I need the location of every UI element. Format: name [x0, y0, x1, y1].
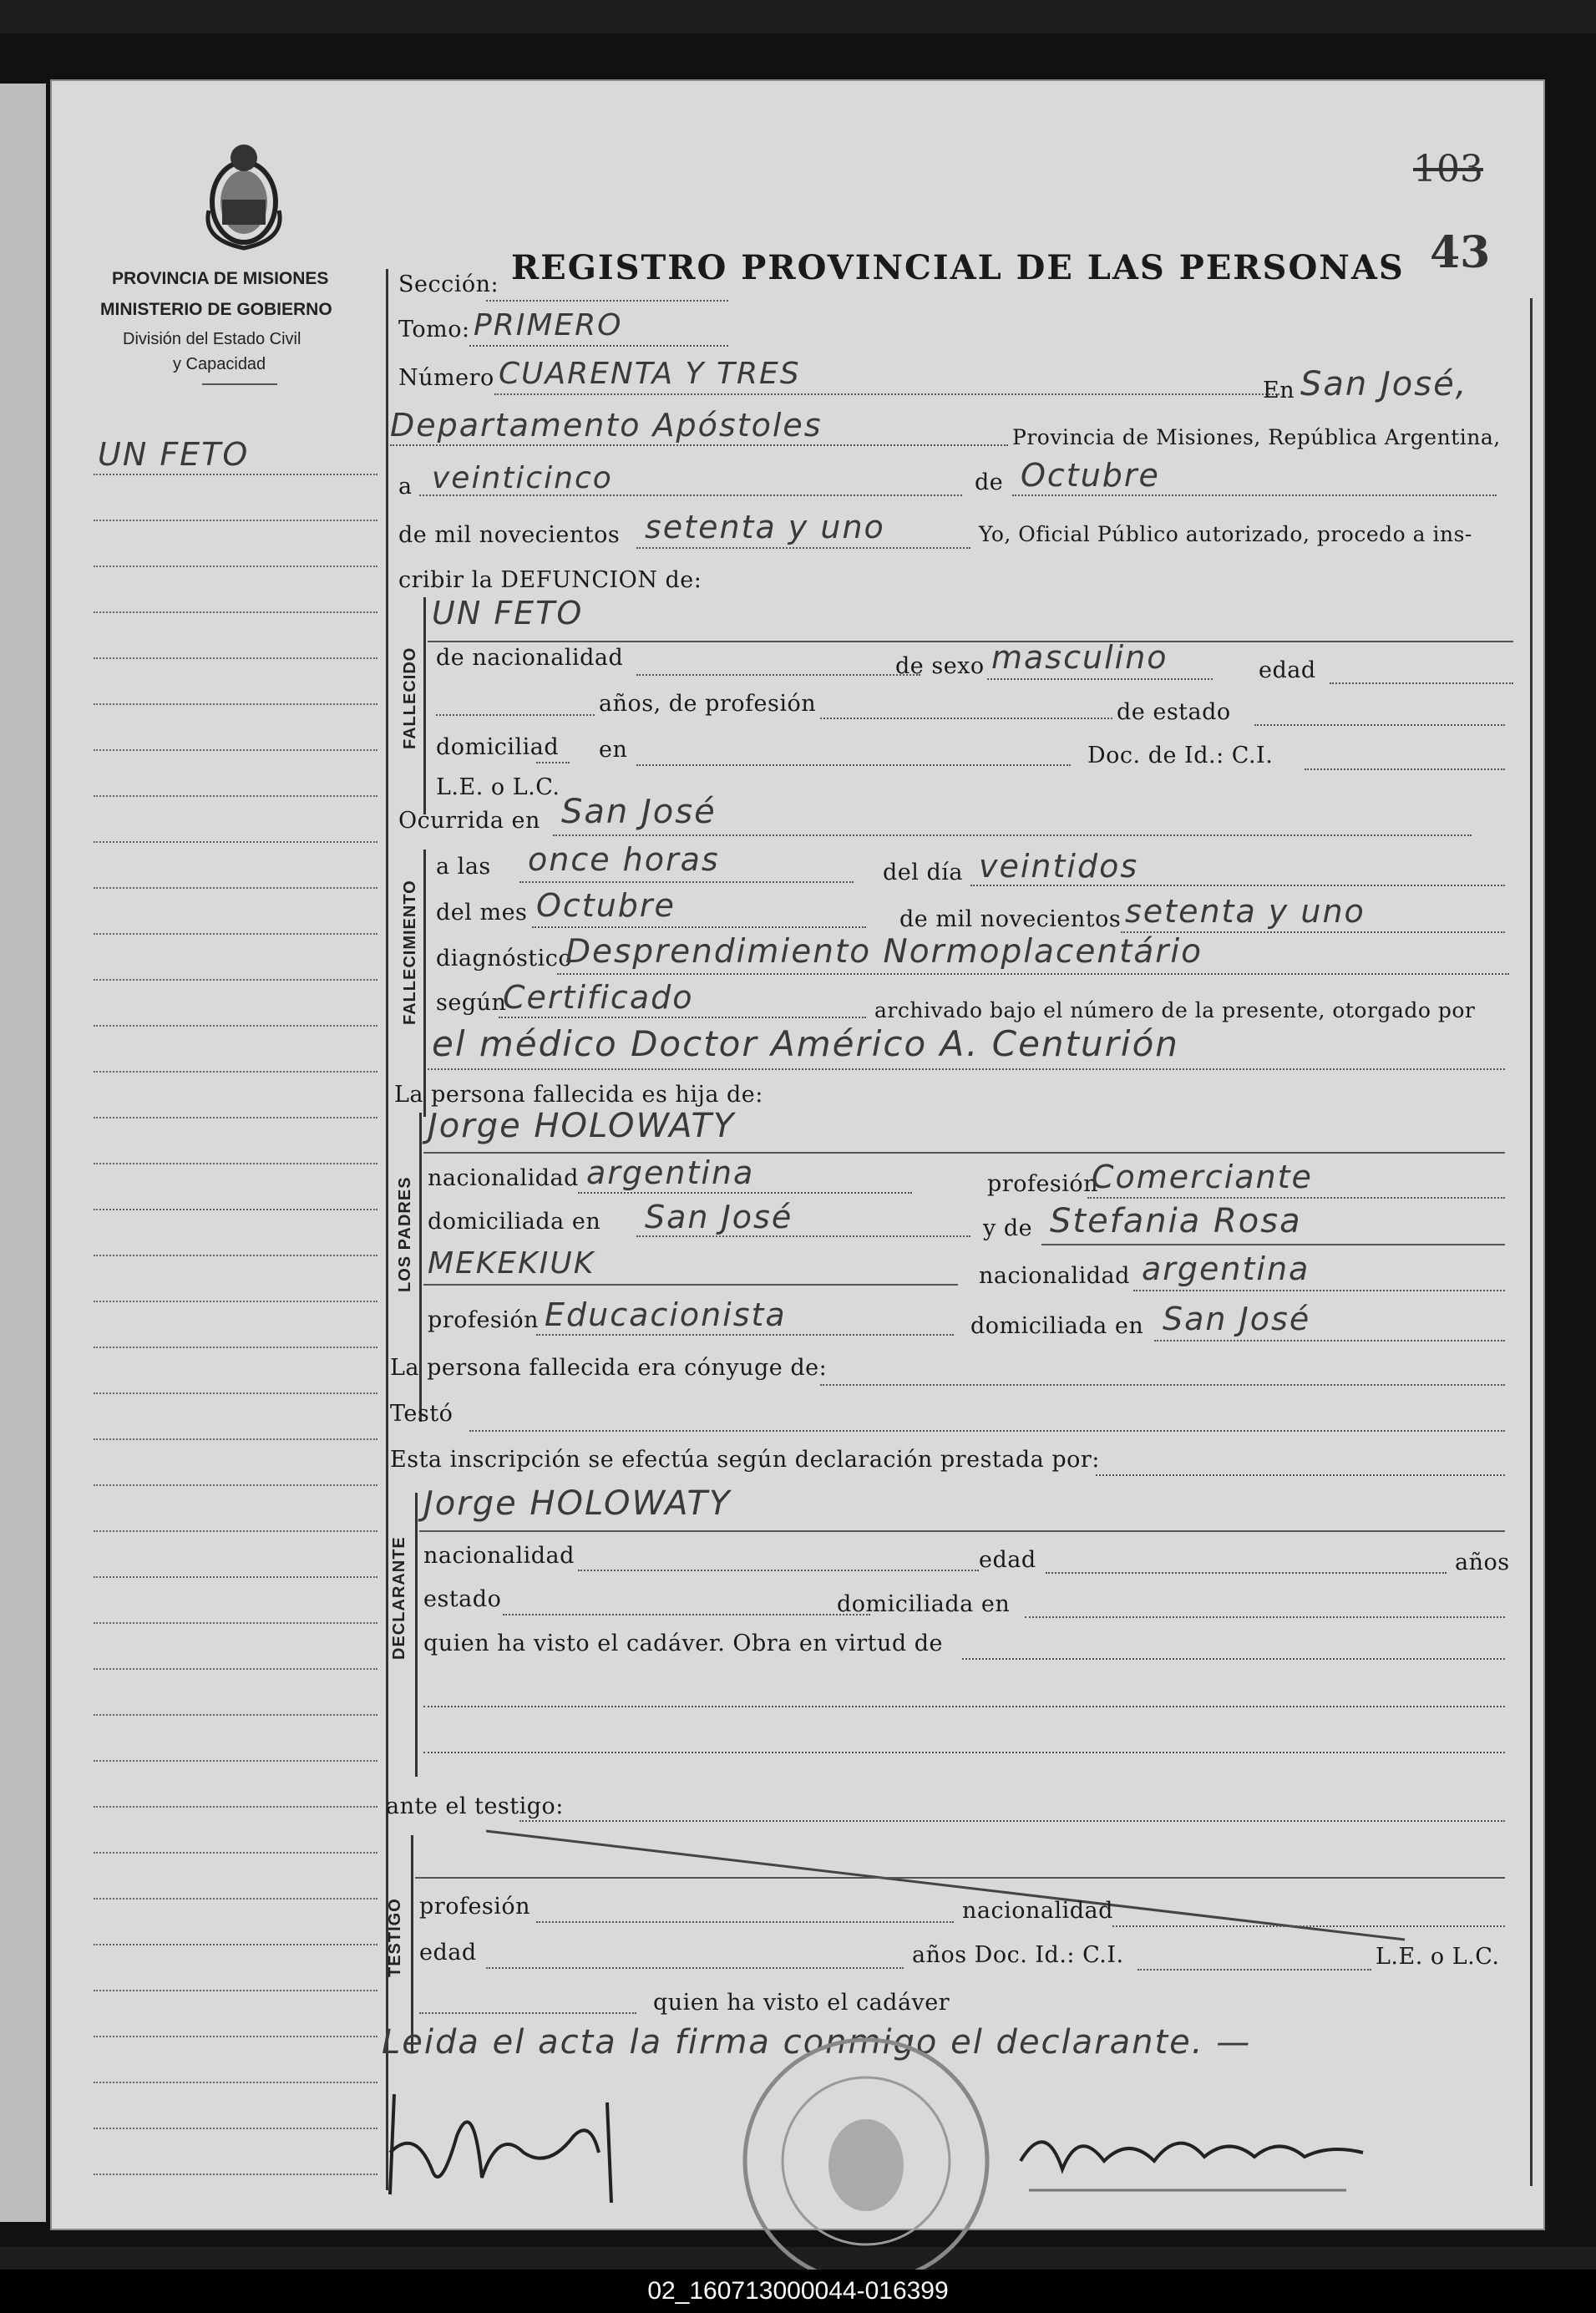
label-test-le-lc: L.E. o L.C.	[1376, 1944, 1500, 1970]
margin-rule	[94, 1301, 377, 1302]
value-en: San José,	[1300, 365, 1468, 403]
label-de-sexo: de sexo	[895, 653, 985, 679]
section-fallecido: FALLECIDO	[401, 647, 419, 749]
label-a: a	[398, 474, 413, 500]
margin-rule	[94, 1898, 377, 1900]
label-domiciliad: domiciliad	[436, 734, 560, 760]
margin-rule	[94, 1025, 377, 1027]
value-padre-dom: San José	[645, 1199, 793, 1235]
margin-rule	[94, 1668, 377, 1670]
value-declarante: Jorge HOLOWATY	[423, 1484, 732, 1523]
label-padre-domiciliada: domiciliada en	[428, 1209, 601, 1235]
label-test-edad: edad	[419, 1940, 477, 1966]
margin-rule	[94, 1852, 377, 1854]
margin-rule	[94, 2174, 377, 2175]
value-anio: setenta y uno	[645, 509, 885, 545]
margin-rule	[94, 1530, 377, 1532]
label-padre-nacionalidad: nacionalidad	[428, 1165, 579, 1191]
value-anio-fallec: setenta y uno	[1125, 893, 1365, 930]
margin-rule	[94, 1714, 377, 1716]
org-line-2: MINISTERIO DE GOBIERNO	[100, 300, 332, 319]
margin-rule	[94, 1484, 377, 1486]
margin-rule	[94, 1255, 377, 1256]
margin-rule	[94, 1117, 377, 1118]
official-stamp	[728, 2027, 1004, 2295]
value-segun: Certificado	[503, 979, 694, 1016]
value-mes: Octubre	[1021, 457, 1160, 494]
label-numero: Número	[398, 365, 494, 391]
label-cribir: cribir la DEFUNCION de:	[398, 567, 702, 593]
value-sexo: masculino	[991, 639, 1168, 676]
coat-of-arms-seal	[194, 131, 294, 256]
margin-rule	[94, 1760, 377, 1762]
value-padre: Jorge HOLOWATY	[428, 1107, 736, 1145]
value-departamento: Departamento Apóstoles	[390, 407, 823, 444]
page-number: 43	[1430, 227, 1491, 278]
label-del-dia: del día	[883, 860, 963, 885]
label-ocurrida-en: Ocurrida en	[398, 808, 540, 834]
margin-rule	[94, 1622, 377, 1624]
value-cierre: Leida el acta la firma conmigo el declarante. —	[382, 2023, 1252, 2062]
margin-rule	[94, 611, 377, 613]
margin-rule	[94, 933, 377, 935]
margin-rule	[94, 1347, 377, 1348]
margin-rule	[94, 1806, 377, 1808]
value-medico: el médico Doctor Américo A. Centurión	[432, 1023, 1179, 1064]
margin-rule	[94, 1438, 377, 1440]
label-padre-profesion: profesión	[987, 1171, 1099, 1197]
value-dia-fallec: veintidos	[979, 848, 1139, 885]
label-doc-id: Doc. de Id.: C.I.	[1087, 743, 1274, 768]
value-madre-nac: argentina	[1142, 1250, 1310, 1287]
label-y-de: y de	[983, 1215, 1033, 1241]
declarante-signature	[382, 2077, 666, 2219]
margin-rule	[94, 1071, 377, 1073]
left-page-edge	[0, 84, 46, 2222]
label-test-anos-doc: años Doc. Id.: C.I.	[912, 1942, 1124, 1968]
value-madre-prof: Educacionista	[545, 1296, 787, 1333]
label-madre-nacionalidad: nacionalidad	[979, 1263, 1130, 1289]
label-ante-testigo: ante el testigo:	[386, 1793, 564, 1819]
label-yo-oficial: Yo, Oficial Público autorizado, procedo a ins-	[979, 522, 1472, 546]
value-padre-prof: Comerciante	[1092, 1159, 1313, 1195]
section-fallecimiento: FALLECIMIENTO	[401, 880, 419, 1025]
value-dia: veinticinco	[432, 461, 613, 495]
value-mes-fallec: Octubre	[536, 887, 676, 924]
value-diagnostico: Desprendimiento Normoplacentário	[565, 933, 1203, 971]
label-de-mil-novecientos: de mil novecientos	[899, 906, 1122, 932]
margin-rule	[94, 2082, 377, 2083]
margin-rule	[94, 887, 377, 889]
label-testo: Testó	[390, 1401, 453, 1427]
margin-rule	[94, 657, 377, 659]
margin-rule	[94, 1392, 377, 1394]
value-numero: CUARENTA Y TRES	[499, 357, 801, 391]
margin-rule	[94, 2128, 377, 2129]
label-decl-domiciliada: domiciliada en	[837, 1591, 1011, 1617]
label-a-las: a las	[436, 854, 491, 880]
margin-rule	[94, 703, 377, 705]
label-provincia: Provincia de Misiones, República Argentina,	[1012, 425, 1501, 449]
value-madre1: Stefania Rosa	[1050, 1202, 1302, 1240]
page-title: REGISTRO PROVINCIAL DE LAS PERSONAS	[511, 248, 1405, 287]
value-padre-nac: argentina	[586, 1154, 755, 1191]
label-decl-nacionalidad: nacionalidad	[423, 1543, 575, 1569]
label-tomo: Tomo:	[398, 317, 470, 342]
label-de: de	[975, 469, 1004, 495]
section-los-padres: LOS PADRES	[396, 1176, 414, 1292]
label-del-mes: del mes	[436, 900, 528, 926]
label-le-lc: L.E. o L.C.	[436, 774, 560, 800]
value-tomo: PRIMERO	[474, 308, 623, 342]
value-madre-dom: San José	[1163, 1301, 1311, 1337]
label-de-nacionalidad: de nacionalidad	[436, 645, 624, 671]
label-conyuge: La persona fallecida era cónyuge de:	[390, 1355, 828, 1381]
margin-rule	[94, 1209, 377, 1210]
document-id-bar: 02_160713000044-016399	[0, 2270, 1596, 2313]
margin-rule	[94, 2036, 377, 2037]
section-declarante: DECLARANTE	[390, 1536, 408, 1660]
label-hija-de: La persona fallecida es hija de:	[394, 1082, 763, 1108]
label-diagnostico: diagnóstico	[436, 946, 573, 971]
margin-rule	[94, 566, 377, 567]
margin-rule	[94, 749, 377, 751]
label-decl-anos: años	[1455, 1550, 1510, 1575]
margin-rule	[94, 1944, 377, 1945]
section-testigo: TESTIGO	[386, 1898, 404, 1977]
right-border	[1530, 298, 1533, 2186]
value-madre2: MEKEKIUK	[428, 1246, 595, 1281]
label-anos-profesion: años, de profesión	[599, 691, 817, 717]
margin-rule	[94, 1576, 377, 1578]
label-inscripcion: Esta inscripción se efectúa según declaración prestada por:	[390, 1447, 1100, 1473]
margin-rule	[94, 979, 377, 981]
official-signature	[1012, 2111, 1388, 2203]
margin-rule	[94, 1990, 377, 1991]
label-archivado: archivado bajo el número de la presente, otorgado por	[874, 998, 1476, 1022]
org-line-3: División del Estado Civil	[123, 330, 301, 348]
margin-rule	[94, 841, 377, 843]
document-page	[50, 79, 1545, 2230]
label-madre-domiciliada: domiciliada en	[970, 1313, 1144, 1339]
label-madre-profesion: profesión	[428, 1307, 540, 1333]
margin-rule	[94, 795, 377, 797]
label-en: En	[1263, 378, 1295, 403]
struck-page-number: 103	[1413, 148, 1483, 190]
value-ocurrida: San José	[561, 793, 717, 831]
label-de-mil: de mil novecientos	[398, 522, 621, 548]
label-decl-estado: estado	[423, 1586, 502, 1612]
label-en-dom: en	[599, 737, 628, 763]
value-hora: once horas	[528, 841, 720, 878]
label-test-profesion: profesión	[419, 1894, 531, 1920]
org-line-4: y Capacidad	[173, 355, 266, 373]
margin-rule	[94, 474, 377, 475]
margin-rule	[94, 1163, 377, 1164]
label-test-nacionalidad: nacionalidad	[962, 1898, 1113, 1924]
label-test-quien: quien ha visto el cadáver	[653, 1990, 950, 2016]
label-decl-quien: quien ha visto el cadáver. Obra en virtud de	[423, 1631, 944, 1656]
margin-rule	[94, 520, 377, 521]
label-segun: según	[436, 990, 507, 1016]
margin-note: UN FETO	[98, 436, 250, 473]
label-edad: edad	[1259, 657, 1316, 683]
value-fallecido: UN FETO	[432, 595, 584, 632]
label-decl-edad: edad	[979, 1547, 1036, 1573]
org-line-1: PROVINCIA DE MISIONES	[112, 269, 329, 288]
label-de-estado: de estado	[1117, 699, 1231, 725]
label-seccion: Sección:	[398, 271, 499, 297]
